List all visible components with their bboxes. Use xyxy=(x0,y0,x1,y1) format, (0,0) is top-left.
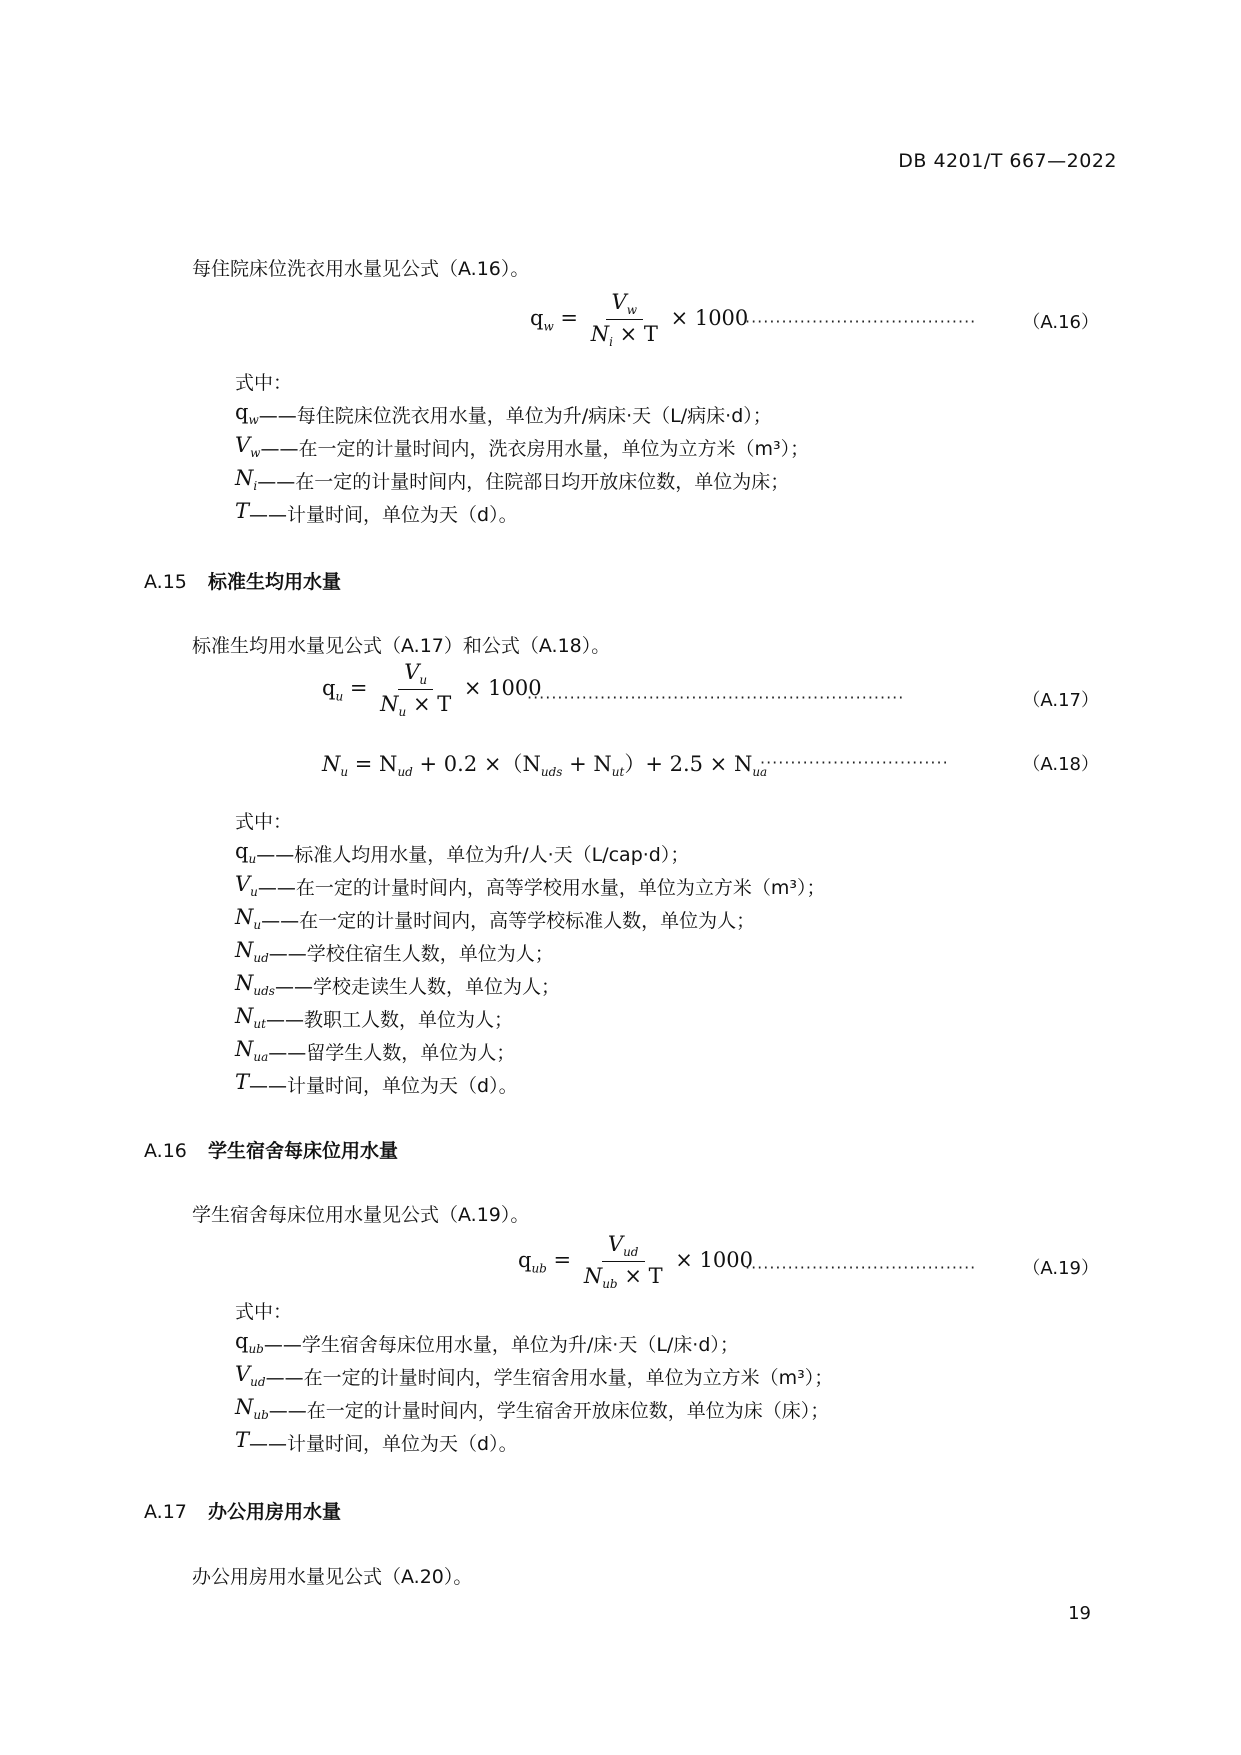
definitions-a15 xyxy=(235,806,826,1103)
section-heading-a16: A.16 学生宿舍每床位用水量 xyxy=(144,1140,399,1162)
equation-number-a18: （A.18） xyxy=(1022,754,1099,775)
leader-dots-a17: ······························································ xyxy=(527,688,905,707)
equation-number-a16: （A.16） xyxy=(1022,312,1099,333)
def-row: $V_w$ ——在一定的计量时间内，洗衣房用水量，单位为立方米（m³）； xyxy=(235,432,810,461)
section-heading-a15: A.15 标准生均用水量 xyxy=(144,571,342,593)
formula-a18: $N_u = N_{ud} + 0.2 \times(N_{uds} + N_{ut})+ 2.5 \times N_{ua}$ xyxy=(322,752,768,780)
intro-a16b: 学生宿舍每床位用水量见公式（A.19）。 xyxy=(192,1204,530,1226)
def-row: $q_w$ ——每住院床位洗衣用水量，单位为升/病床·天（L/病床·d）； xyxy=(235,399,772,428)
def-row: $N_{ub}$ ——在一定的计量时间内，学生宿舍开放床位数，单位为床（床）； xyxy=(235,1394,830,1423)
where-label: 式中： xyxy=(235,811,293,833)
def-row: $N_{uds}$ ——学校走读生人数，单位为人； xyxy=(235,970,560,999)
intro-a16: 每住院床位洗衣用水量见公式（A.16）。 xyxy=(192,258,530,280)
where-label: 式中： xyxy=(235,372,293,394)
def-row: $V_{ud}$ ——在一定的计量时间内，学生宿舍用水量，单位为立方米（m³）； xyxy=(235,1361,834,1390)
leader-dots-a18: ······························· xyxy=(760,753,949,772)
equation-number-a17: （A.17） xyxy=(1022,690,1099,711)
document-code: DB 4201/T 667—2022 xyxy=(898,150,1117,172)
where-label: 式中： xyxy=(235,1301,293,1323)
definitions-a16 xyxy=(235,367,809,532)
definitions-a16b xyxy=(235,1296,833,1461)
formula-a16: $q_w$ = $\frac{V_w}{N_i \times T}$ × 1000 xyxy=(530,290,749,350)
intro-a17: 办公用房用水量见公式（A.20）。 xyxy=(192,1566,473,1588)
def-row: $N_{ua}$ ——留学生人数，单位为人； xyxy=(235,1036,516,1065)
leader-dots-a16: ······································ xyxy=(745,312,977,331)
def-row: $N_u$ ——在一定的计量时间内，高等学校标准人数，单位为人； xyxy=(235,904,756,933)
section-heading-a17: A.17 办公用房用水量 xyxy=(144,1501,342,1523)
leader-dots-a19: ······································ xyxy=(745,1258,977,1277)
def-row: $N_{ut}$ ——教职工人数，单位为人； xyxy=(235,1003,513,1032)
formula-a17: $q_u$ = $\frac{V_u}{N_u \times T}$ × 1000 xyxy=(322,660,542,720)
def-row: $q_u$ ——标准人均用水量，单位为升/人·天（L/cap·d）； xyxy=(235,838,690,867)
def-row: $V_u$ ——在一定的计量时间内，高等学校用水量，单位为立方米（m³）； xyxy=(235,871,826,900)
intro-a15: 标准生均用水量见公式（A.17）和公式（A.18）。 xyxy=(192,635,611,657)
def-row: T ——计量时间，单位为天（d）。 xyxy=(235,1069,518,1097)
def-row: $N_{ud}$ ——学校住宿生人数，单位为人； xyxy=(235,937,554,966)
def-row: $N_i$ ——在一定的计量时间内，住院部日均开放床位数，单位为床； xyxy=(235,465,790,494)
formula-a19: $q_{ub}$ = $\frac{V_{ud}}{N_{ub} \times T}$ × 1000 xyxy=(518,1232,753,1292)
def-row: T ——计量时间，单位为天（d）。 xyxy=(235,1427,518,1455)
def-row: $q_{ub}$ ——学生宿舍每床位用水量，单位为升/床·天（L/床·d）； xyxy=(235,1328,739,1357)
equation-number-a19: （A.19） xyxy=(1022,1258,1099,1279)
page-number: 19 xyxy=(1068,1603,1091,1624)
def-row: T ——计量时间，单位为天（d）。 xyxy=(235,498,518,526)
